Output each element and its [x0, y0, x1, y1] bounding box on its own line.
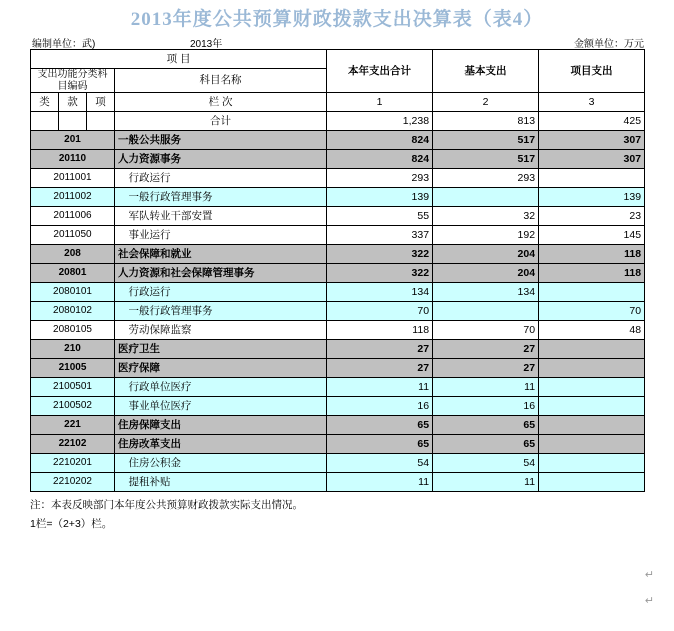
row-project-value: [539, 473, 645, 492]
row-subject-name: 住房保障支出: [115, 416, 327, 435]
row-project-value: [539, 169, 645, 188]
row-total-value: 27: [327, 359, 433, 378]
header-code-kuan: 款: [59, 93, 87, 112]
row-project-value: 118: [539, 264, 645, 283]
row-basic-value: 27: [433, 340, 539, 359]
row-total-value: 337: [327, 226, 433, 245]
row-total-value: 322: [327, 264, 433, 283]
row-subject-name: 行政运行: [115, 283, 327, 302]
row-code-xiang: [87, 112, 115, 131]
row-code-class: [31, 112, 59, 131]
row-code: 20110: [31, 150, 115, 169]
compiling-unit-label: 编制单位：武): [32, 39, 96, 50]
meta-row: [0, 33, 674, 49]
row-subject-name: 医疗保障: [115, 359, 327, 378]
row-basic-value: 54: [433, 454, 539, 473]
row-project-value: [539, 416, 645, 435]
table-row: [31, 207, 645, 226]
row-total-value: 11: [327, 378, 433, 397]
table-row: [31, 112, 645, 131]
row-basic-value: 65: [433, 416, 539, 435]
row-total-value: 824: [327, 131, 433, 150]
row-total-value: 824: [327, 150, 433, 169]
table-row: [31, 188, 645, 207]
row-project-value: 118: [539, 245, 645, 264]
table-row: [31, 473, 645, 492]
header-lanci-label: 栏 次: [115, 93, 327, 112]
row-total-value: 118: [327, 321, 433, 340]
row-project-value: 145: [539, 226, 645, 245]
note-line-2: 1栏=（2+3）栏。: [30, 517, 113, 530]
header-lanci-1: 1: [327, 93, 433, 112]
row-project-value: [539, 359, 645, 378]
row-total-value: 134: [327, 283, 433, 302]
header-total-col: 本年支出合计: [327, 50, 433, 93]
row-code: 2011001: [31, 169, 115, 188]
row-code: 2011002: [31, 188, 115, 207]
header-project-col: 项目支出: [539, 50, 645, 93]
row-basic-value: 27: [433, 359, 539, 378]
row-project-value: [539, 397, 645, 416]
row-subject-name: 人力资源和社会保障管理事务: [115, 264, 327, 283]
row-total-value: 27: [327, 340, 433, 359]
row-subject-name: 人力资源事务: [115, 150, 327, 169]
row-project-value: 23: [539, 207, 645, 226]
table-row: [31, 321, 645, 340]
row-code: 210: [31, 340, 115, 359]
row-project-value: [539, 454, 645, 473]
table-row: [31, 245, 645, 264]
row-basic-value: 11: [433, 473, 539, 492]
table-row: [31, 359, 645, 378]
row-code: 2011050: [31, 226, 115, 245]
row-subject-name: 住房公积金: [115, 454, 327, 473]
row-subject-name: 军队转业干部安置: [115, 207, 327, 226]
row-basic-value: 192: [433, 226, 539, 245]
row-code: 2011006: [31, 207, 115, 226]
row-code: 208: [31, 245, 115, 264]
row-basic-value: 65: [433, 435, 539, 454]
table-row: [31, 397, 645, 416]
note-line-1: 注：本表反映部门本年度公共预算财政拨款实际支出情况。: [30, 499, 303, 511]
row-total-value: 11: [327, 473, 433, 492]
row-basic-value: 204: [433, 245, 539, 264]
row-subject-name: 一般行政管理事务: [115, 188, 327, 207]
table-row: [31, 340, 645, 359]
row-basic-value: 32: [433, 207, 539, 226]
row-code-kuan: [59, 112, 87, 131]
row-basic-value: 517: [433, 131, 539, 150]
row-code: 20801: [31, 264, 115, 283]
row-basic-value: 70: [433, 321, 539, 340]
table-row: [31, 416, 645, 435]
row-code: 221: [31, 416, 115, 435]
paragraph-mark-icon-2: ↵: [644, 595, 654, 607]
row-basic-value: 16: [433, 397, 539, 416]
row-project-value: 139: [539, 188, 645, 207]
row-code: 2080105: [31, 321, 115, 340]
row-project-value: [539, 340, 645, 359]
row-project-value: [539, 283, 645, 302]
header-subject-name: 科目名称: [115, 69, 327, 93]
row-code: 2210202: [31, 473, 115, 492]
row-subject-name: 合计: [115, 112, 327, 131]
table-row: [31, 302, 645, 321]
row-total-value: 293: [327, 169, 433, 188]
row-total-value: 139: [327, 188, 433, 207]
row-subject-name: 事业单位医疗: [115, 397, 327, 416]
header-lanci-2: 2: [433, 93, 539, 112]
row-project-value: 307: [539, 131, 645, 150]
row-total-value: 70: [327, 302, 433, 321]
budget-expenditure-table: [30, 49, 645, 492]
row-subject-name: 劳动保障监察: [115, 321, 327, 340]
row-code: 21005: [31, 359, 115, 378]
table-row: [31, 264, 645, 283]
table-row: [31, 378, 645, 397]
row-basic-value: [433, 188, 539, 207]
row-total-value: 322: [327, 245, 433, 264]
row-code: 2100501: [31, 378, 115, 397]
row-total-value: 65: [327, 435, 433, 454]
row-basic-value: [433, 302, 539, 321]
row-subject-name: 行政运行: [115, 169, 327, 188]
row-subject-name: 医疗卫生: [115, 340, 327, 359]
header-basic-col: 基本支出: [433, 50, 539, 93]
table-row: [31, 283, 645, 302]
row-total-value: 65: [327, 416, 433, 435]
row-subject-name: 一般公共服务: [115, 131, 327, 150]
row-project-value: 48: [539, 321, 645, 340]
amount-unit-label: 金额单位：万元: [574, 39, 644, 50]
row-basic-value: 293: [433, 169, 539, 188]
row-total-value: 1,238: [327, 112, 433, 131]
row-project-value: 307: [539, 150, 645, 169]
row-project-value: [539, 378, 645, 397]
table-row: [31, 435, 645, 454]
row-total-value: 54: [327, 454, 433, 473]
row-code: 2210201: [31, 454, 115, 473]
header-code-group: 支出功能分类科目编码: [31, 69, 115, 93]
row-project-value: 70: [539, 302, 645, 321]
row-subject-name: 行政单位医疗: [115, 378, 327, 397]
row-basic-value: 813: [433, 112, 539, 131]
row-project-value: 425: [539, 112, 645, 131]
header-code-xiang: 项: [87, 93, 115, 112]
table-row: [31, 169, 645, 188]
table-header-row-code-parts: [31, 93, 645, 112]
header-lanci-3: 3: [539, 93, 645, 112]
row-basic-value: 204: [433, 264, 539, 283]
table-row: [31, 150, 645, 169]
row-code: 201: [31, 131, 115, 150]
header-code-class: 类: [31, 93, 59, 112]
row-basic-value: 134: [433, 283, 539, 302]
row-code: 22102: [31, 435, 115, 454]
row-subject-name: 事业运行: [115, 226, 327, 245]
row-subject-name: 社会保障和就业: [115, 245, 327, 264]
row-basic-value: 517: [433, 150, 539, 169]
paragraph-mark-icon-1: ↵: [644, 569, 654, 581]
row-code: 2080101: [31, 283, 115, 302]
fiscal-year-label: 2013年: [190, 39, 223, 50]
row-total-value: 55: [327, 207, 433, 226]
row-subject-name: 一般行政管理事务: [115, 302, 327, 321]
table-row: [31, 226, 645, 245]
table-header-row-项目: [31, 50, 645, 69]
row-basic-value: 11: [433, 378, 539, 397]
row-project-value: [539, 435, 645, 454]
row-code: 2100502: [31, 397, 115, 416]
table-body: [31, 112, 645, 492]
header-xiangmu: 项 目: [31, 50, 327, 69]
row-total-value: 16: [327, 397, 433, 416]
table-row: [31, 454, 645, 473]
row-subject-name: 住房改革支出: [115, 435, 327, 454]
row-code: 2080102: [31, 302, 115, 321]
row-subject-name: 提租补贴: [115, 473, 327, 492]
table-notes: [30, 496, 674, 534]
table-row: [31, 131, 645, 150]
page-title: 2013年度公共预算财政拨款支出决算表（表4）: [130, 9, 544, 30]
